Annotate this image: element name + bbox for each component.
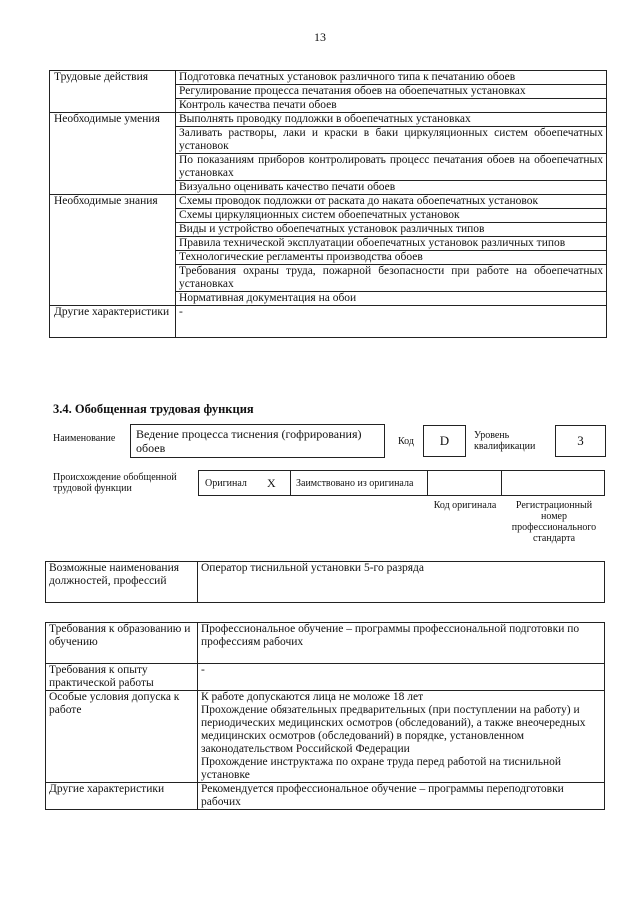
borrowed-label: Заимствовано из оригинала	[296, 478, 414, 489]
origin-box	[198, 470, 605, 496]
positions-table	[45, 561, 605, 603]
competency-table	[49, 70, 607, 338]
table-cell: Схемы проводок подложки от раската до наката обоепечатных установок	[176, 195, 607, 209]
table-cell	[198, 623, 605, 664]
table-row	[50, 71, 607, 85]
cell-line: Профессиональное обучение – программы профессиональной подготовки по профессиям рабочих	[201, 623, 580, 648]
level-label: Уровень квалификации	[474, 430, 536, 452]
section-title: 3.4. Обобщенная трудовая функция	[53, 402, 254, 416]
table-cell: Визуально оценивать качество печати обоев	[176, 181, 607, 195]
name-label: Наименование	[53, 433, 116, 444]
table-row	[50, 195, 607, 209]
divider	[290, 471, 291, 495]
table-cell: Схемы циркуляционных систем обоепечатных установок	[176, 209, 607, 223]
function-name-field: Ведение процесса тиснения (гофрирования) обоев	[130, 424, 385, 458]
table-row	[50, 113, 607, 127]
table-cell: Виды и устройство обоепечатных установок различных типов	[176, 223, 607, 237]
table-row	[46, 623, 605, 664]
row-label: Другие характеристики	[50, 306, 176, 338]
cell-line: Прохождение обязательных предварительных (при поступлении на работу) и периодических медицинских осмотров (обследований), а также внеочередных медицинских осмотров (обследований) в порядке, установленном законодательством Российской Федерации	[201, 704, 586, 755]
table-cell: Технологические регламенты производства обоев	[176, 251, 607, 265]
table-cell: Правила технической эксплуатации обоепечатных установок различных типов	[176, 237, 607, 251]
original-label: Оригинал	[205, 478, 247, 489]
divider	[501, 471, 502, 495]
origin-label: Происхождение обобщенной трудовой функции	[53, 472, 177, 494]
level-field: 3	[555, 425, 606, 457]
table-row	[46, 783, 605, 810]
original-mark: X	[267, 476, 276, 490]
table-cell: -	[176, 306, 607, 338]
table-cell	[198, 783, 605, 810]
table-cell: Выполнять проводку подложки в обоепечатных установках	[176, 113, 607, 127]
table-row	[46, 562, 605, 603]
page-number: 13	[314, 30, 326, 44]
code-original-label: Код оригинала	[433, 500, 497, 511]
table-cell	[198, 691, 605, 783]
table-cell: По показаниям приборов контролировать процесс печатания обоев на обоепечатных установках	[176, 154, 607, 181]
row-label: Требования к образованию и обучению	[46, 623, 198, 664]
table-row	[46, 691, 605, 783]
code-field: D	[423, 425, 466, 457]
table-row	[50, 306, 607, 338]
table-cell: Заливать растворы, лаки и краски в баки циркуляционных систем обоепечатных установок	[176, 127, 607, 154]
row-label: Особые условия допуска к работе	[46, 691, 198, 783]
cell-line: К работе допускаются лица не моложе 18 лет	[201, 691, 424, 703]
table-row	[46, 664, 605, 691]
row-label: Необходимые знания	[50, 195, 176, 306]
reg-number-label: Регистрационный номер профессионального стандарта	[511, 500, 597, 544]
table-cell: Контроль качества печати обоев	[176, 99, 607, 113]
row-label: Другие характеристики	[46, 783, 198, 810]
cell-line: Рекомендуется профессиональное обучение – программы переподготовки рабочих	[201, 783, 564, 808]
row-label: Требования к опыту практической работы	[46, 664, 198, 691]
divider	[427, 471, 428, 495]
table-cell: Нормативная документация на обои	[176, 292, 607, 306]
requirements-table	[45, 622, 605, 810]
cell-line: Прохождение инструктажа по охране труда перед работой на тиснильной установке	[201, 756, 562, 781]
table-cell: Оператор тиснильной установки 5-го разряда	[198, 562, 605, 603]
cell-line: -	[201, 664, 205, 676]
row-label: Возможные наименования должностей, профессий	[46, 562, 198, 603]
table-cell: Подготовка печатных установок различного типа к печатанию обоев	[176, 71, 607, 85]
table-cell: Требования охраны труда, пожарной безопасности при работе на обоепечатных установках	[176, 265, 607, 292]
row-label: Трудовые действия	[50, 71, 176, 113]
code-label: Код	[398, 436, 414, 447]
table-cell	[198, 664, 605, 691]
table-cell: Регулирование процесса печатания обоев на обоепечатных установках	[176, 85, 607, 99]
row-label: Необходимые умения	[50, 113, 176, 195]
